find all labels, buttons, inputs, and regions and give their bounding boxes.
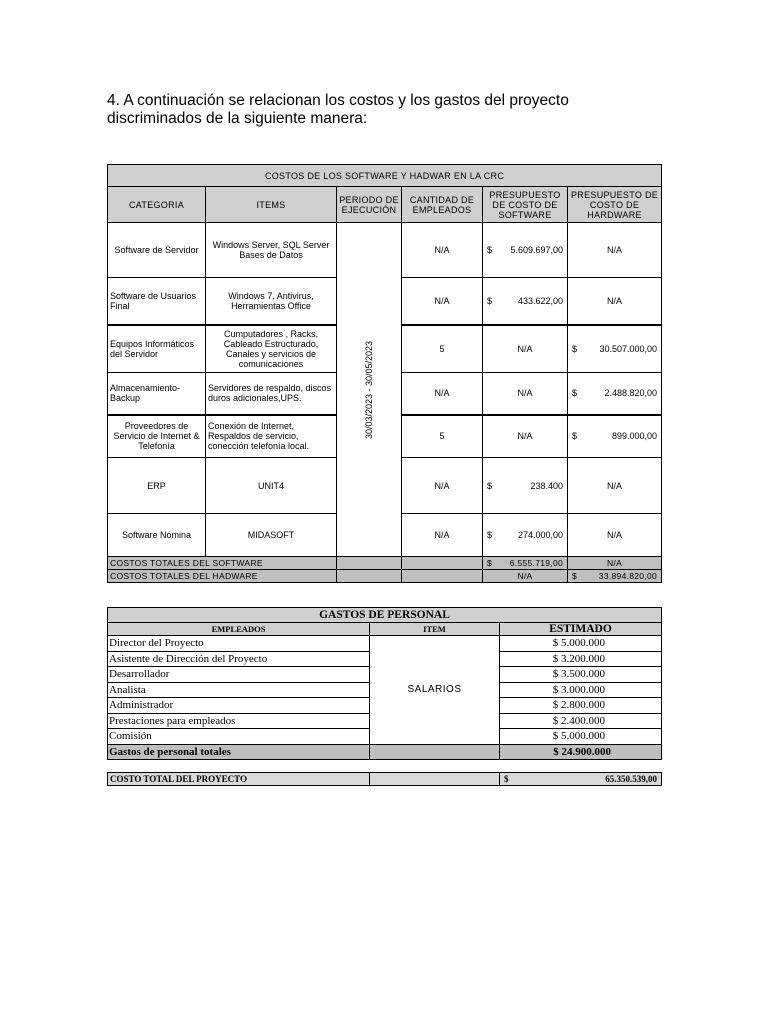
currency-sign: $ xyxy=(572,571,578,581)
currency-sign: $ xyxy=(487,295,493,306)
software-hardware-costs-table xyxy=(107,164,662,583)
hardware-value: 30.507.000,00 xyxy=(599,343,658,354)
empty-cell xyxy=(337,570,402,583)
row-software xyxy=(483,223,568,278)
row-hardware xyxy=(568,415,662,458)
row-estimado: $ 2.400.000 xyxy=(500,713,662,729)
total-hardware-value-cell xyxy=(568,570,662,583)
project-total-value: 65.350.539,00 xyxy=(605,774,657,784)
total-hardware-software: N/A xyxy=(483,570,568,583)
total-hardware-row xyxy=(108,570,662,583)
row-estimado: $ 3.500.000 xyxy=(500,667,662,683)
total-hardware-label: COSTOS TOTALES DEL HADWARE xyxy=(108,570,337,583)
salarios-cell: SALARIOS xyxy=(370,636,500,745)
row-categoria: Software Nómina xyxy=(108,514,206,557)
hardware-value: 899.000,00 xyxy=(612,431,658,442)
total-software-value: 6.555.719,00 xyxy=(509,558,563,568)
row-cantidad: N/A xyxy=(402,458,483,514)
header-cantidad: CANTIDAD DE EMPLEADOS xyxy=(402,187,483,223)
row-empleado: Desarrollador xyxy=(108,667,370,683)
row-software: N/A xyxy=(483,325,568,373)
row-hardware xyxy=(568,373,662,415)
period-label: 30/03/2023 - 30/05/2023 xyxy=(364,340,374,439)
project-total-table xyxy=(107,772,662,786)
row-items: Conexión de Internet, Respaldos de servicio, conección telefonía local. xyxy=(206,415,337,458)
row-cantidad: N/A xyxy=(402,223,483,278)
currency-sign: $ xyxy=(572,431,578,442)
row-empleado: Comisión xyxy=(108,729,370,745)
row-estimado: $ 3.000.000 xyxy=(500,682,662,698)
row-empleado: Director del Proyecto xyxy=(108,636,370,652)
intro-paragraph: 4. A continuación se relacionan los costos y los gastos del proyecto discriminados de la siguiente manera: xyxy=(107,92,569,127)
row-categoria: Software de Servidor xyxy=(108,223,206,278)
row-hardware: N/A xyxy=(568,514,662,557)
table-header-row xyxy=(108,187,662,223)
row-items: MIDASOFT xyxy=(206,514,337,557)
header-presupuesto-software: PRESUPUESTO DE COSTO DE SOFTWARE xyxy=(483,187,568,223)
currency-sign: $ xyxy=(487,245,493,255)
project-total-row xyxy=(108,773,662,786)
row-empleado: Analista xyxy=(108,682,370,698)
row-cantidad: N/A xyxy=(402,514,483,557)
header-empleados: EMPLEADOS xyxy=(108,623,370,636)
period-cell xyxy=(337,223,402,557)
table-row xyxy=(108,223,662,278)
total-software-label: COSTOS TOTALES DEL SOFTWARE xyxy=(108,557,337,570)
header-categoria: CATEGORIA xyxy=(108,187,206,223)
row-estimado: $ 5.000.000 xyxy=(500,729,662,745)
total-software-value-cell xyxy=(483,557,568,570)
row-items: Servidores de respaldo, discos duros adicionales,UPS. xyxy=(206,373,337,415)
row-categoria: Almacenamiento-Backup xyxy=(108,373,206,415)
project-total-value-cell xyxy=(500,773,662,786)
currency-sign: $ xyxy=(487,558,493,568)
empty-cell xyxy=(337,557,402,570)
row-items: Windows 7, Antivirus, Herramientas Office xyxy=(206,278,337,325)
table-title-row xyxy=(108,165,662,187)
personnel-expenses-table xyxy=(107,607,662,760)
row-software: N/A xyxy=(483,415,568,458)
empty-cell xyxy=(370,744,500,760)
row-hardware: N/A xyxy=(568,458,662,514)
row-categoria: ERP xyxy=(108,458,206,514)
row-software xyxy=(483,458,568,514)
empty-cell xyxy=(402,557,483,570)
header-items: ITEMS xyxy=(206,187,337,223)
row-cantidad: 5 xyxy=(402,415,483,458)
empty-cell xyxy=(402,570,483,583)
empty-cell xyxy=(370,773,500,786)
total-value: $ 24.900.000 xyxy=(500,744,662,760)
row-software: N/A xyxy=(483,373,568,415)
table-title-row xyxy=(108,608,662,623)
row-items: UNIT4 xyxy=(206,458,337,514)
row-hardware: N/A xyxy=(568,223,662,278)
total-hardware-value: 33.894.820,00 xyxy=(598,571,658,581)
row-estimado: $ 3.200.000 xyxy=(500,651,662,667)
currency-sign: $ xyxy=(504,774,509,784)
row-items: Cumputadores , Racks, Cableado Estructurado, Canales y servicios de comunicaciones xyxy=(206,325,337,373)
total-software-hardware: N/A xyxy=(568,557,662,570)
header-periodo: PERIODO DE EJECUCIÓN xyxy=(337,187,402,223)
row-items: Windows Server, SQL Server Bases de Datos xyxy=(206,223,337,278)
row-empleado: Prestaciones para empleados xyxy=(108,713,370,729)
row-cantidad: N/A xyxy=(402,278,483,325)
row-empleado: Administrador xyxy=(108,698,370,714)
total-software-row xyxy=(108,557,662,570)
row-cantidad: N/A xyxy=(402,373,483,415)
table-title: GASTOS DE PERSONAL xyxy=(108,608,662,623)
table-row xyxy=(108,636,662,652)
row-hardware: N/A xyxy=(568,278,662,325)
software-value: 238.400 xyxy=(530,480,563,491)
currency-sign: $ xyxy=(487,530,493,540)
project-total-label: COSTO TOTAL DEL PROYECTO xyxy=(108,773,370,786)
header-item: ITEM xyxy=(370,623,500,636)
total-row xyxy=(108,744,662,760)
row-software xyxy=(483,514,568,557)
row-hardware xyxy=(568,325,662,373)
currency-sign: $ xyxy=(572,388,578,399)
row-categoria: Proveedores de Servicio de Internet & Telefonía xyxy=(108,415,206,458)
row-cantidad: 5 xyxy=(402,325,483,373)
header-presupuesto-hardware: PRESUPUESTO DE COSTO DE HARDWARE xyxy=(568,187,662,223)
table-header-row xyxy=(108,623,662,636)
header-estimado: ESTIMADO xyxy=(500,623,662,636)
hardware-value: 2.488.820,00 xyxy=(604,388,658,399)
row-software xyxy=(483,278,568,325)
row-categoria: Equipos Informáticos del Servidor xyxy=(108,325,206,373)
row-categoria: Software de Usuarios Final xyxy=(108,278,206,325)
total-label: Gastos de personal totales xyxy=(108,744,370,760)
row-empleado: Asistente de Dirección del Proyecto xyxy=(108,651,370,667)
software-value: 433.622,00 xyxy=(517,295,563,306)
row-estimado: $ 2.800.000 xyxy=(500,698,662,714)
software-value: 5.609.697,00 xyxy=(510,245,563,255)
currency-sign: $ xyxy=(572,343,578,354)
row-estimado: $ 5.000.000 xyxy=(500,636,662,652)
currency-sign: $ xyxy=(487,480,493,491)
table-title: COSTOS DE LOS SOFTWARE Y HADWAR EN LA CRC xyxy=(108,165,662,187)
software-value: 274.000,00 xyxy=(517,530,563,540)
